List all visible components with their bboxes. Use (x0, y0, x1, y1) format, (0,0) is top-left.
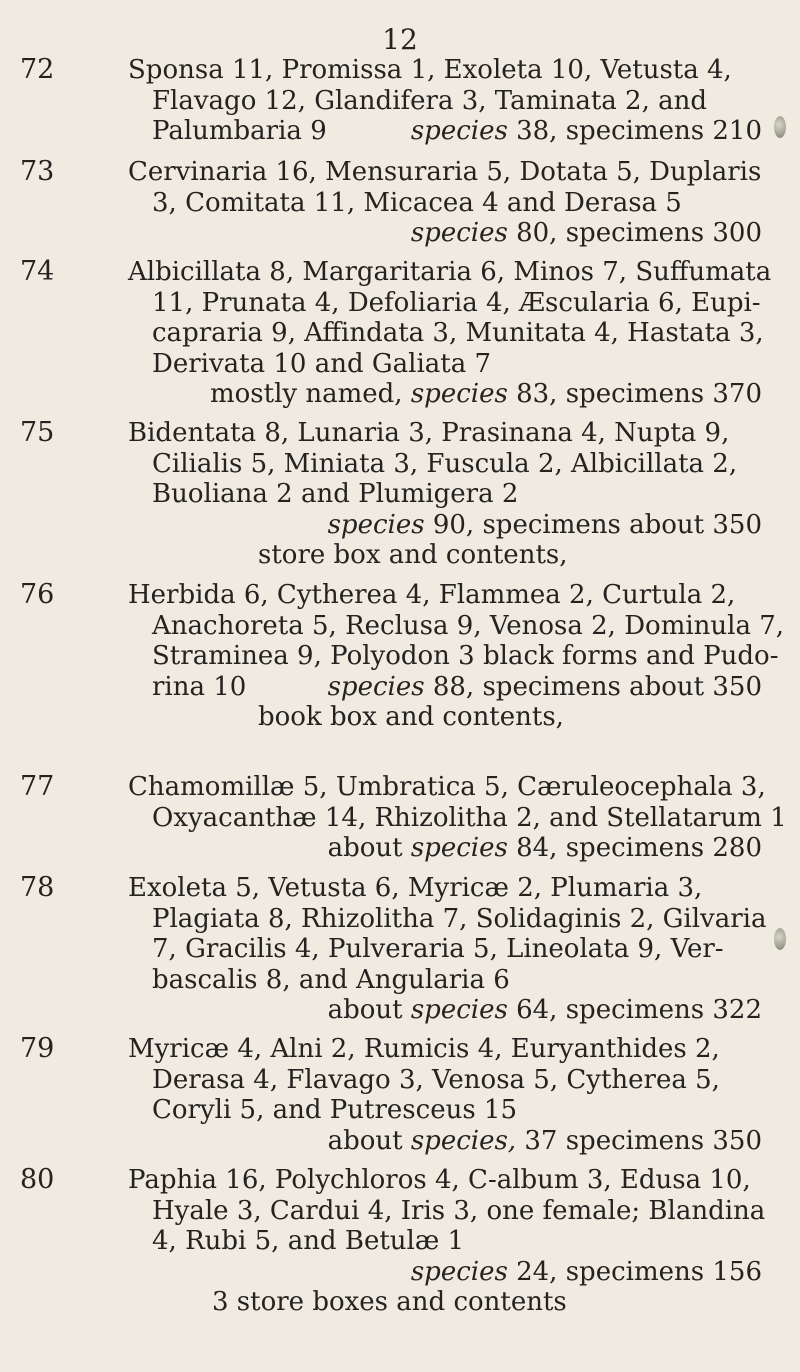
lot-line: Anachoreta 5, Reclusa 9, Venosa 2, Dominula 7, (152, 610, 785, 641)
specimens-count: 350 (712, 509, 762, 540)
species-label: species (410, 1256, 508, 1287)
summary-prefix: about (327, 995, 403, 1025)
lot-description (128, 873, 767, 1026)
binding-hole (774, 928, 786, 950)
lot-description (128, 257, 772, 410)
page-number: 12 (382, 23, 418, 56)
lot-number: 74 (20, 256, 55, 287)
specimens-count: 322 (712, 995, 762, 1025)
lot-line: Herbida 6, Cytherea 4, Flammea 2, Curtula 2, (128, 580, 736, 610)
species-count: 24 (516, 1256, 550, 1287)
lot-contents: book box and contents, (258, 702, 564, 732)
specimens-count: 300 (712, 218, 762, 248)
specimens-label: specimens (565, 1256, 705, 1287)
lot-line: Cilialis 5, Miniata 3, Fuscula 2, Albicillata 2, (152, 448, 738, 479)
species-count: 37 (524, 1125, 558, 1156)
lot-line-with-summary (128, 116, 762, 147)
binding-hole (774, 116, 786, 138)
species-count: 64 (516, 995, 550, 1025)
specimens-label: specimens about (482, 671, 705, 702)
specimens-label: specimens (565, 218, 705, 248)
lot-description (128, 1165, 766, 1318)
specimens-label: specimens (565, 833, 705, 863)
lot-line: 11, Prunata 4, Defoliaria 4, Æscularia 6, Eupi- (152, 287, 761, 318)
specimens-label: specimens (565, 116, 705, 146)
lot-line: Cervinaria 16, Mensuraria 5, Dotata 5, Duplaris (128, 157, 762, 187)
lot-summary: species 80, specimens 300 (410, 218, 762, 248)
lot-summary: mostly named, species 83, specimens 370 (210, 379, 762, 409)
lot-line-with-summary (128, 672, 762, 703)
lot-description (128, 55, 762, 147)
lot-line: Plagiata 8, Rhizolitha 7, Solidaginis 2, Gilvaria (152, 903, 767, 934)
lot-line: Derivata 10 and Galiata 7 (152, 348, 492, 379)
specimens-label: specimens about (482, 509, 705, 540)
specimens-count: 280 (712, 833, 762, 863)
specimens-count: 350 (712, 671, 762, 702)
specimens-label: specimens (565, 379, 705, 409)
summary-prefix: mostly named, (210, 379, 403, 409)
lot-line: Sponsa 11, Promissa 1, Exoleta 10, Vetusta 4, (128, 55, 732, 85)
species-label: species (410, 833, 508, 863)
lot-contents: 3 store boxes and contents (212, 1287, 567, 1317)
species-label: species (410, 116, 508, 146)
lot-summary (128, 1126, 762, 1157)
species-label: species (410, 218, 508, 248)
species-count: 38 (516, 116, 550, 146)
lot-line: Hyale 3, Cardui 4, Iris 3, one female; Blandina (152, 1195, 766, 1226)
lot-summary: species 24, specimens 156 (410, 1256, 762, 1287)
lot-number: 77 (20, 771, 55, 802)
lot-line: 4, Rubi 5, and Betulæ 1 (152, 1226, 465, 1256)
lot-line: Paphia 16, Polychloros 4, C-album 3, Edusa 10, (128, 1165, 751, 1195)
lot-summary: species 90, specimens about 350 (327, 509, 762, 540)
lot-description (128, 1034, 762, 1156)
lot-number: 79 (20, 1033, 55, 1064)
lot-description (128, 580, 785, 733)
lot-line: rina 10 (152, 671, 247, 702)
specimens-count: 210 (712, 116, 762, 146)
summary-prefix: about (327, 833, 403, 863)
lot-line: Derasa 4, Flavago 3, Venosa 5, Cytherea 5, (152, 1064, 720, 1095)
lot-line: bascalis 8, and Angularia 6 (152, 964, 510, 995)
specimens-label: specimens (565, 1125, 705, 1156)
specimens-label: specimens (565, 995, 705, 1025)
lot-line: Flavago 12, Glandifera 3, Taminata 2, and (152, 85, 708, 116)
species-count: 90 (432, 509, 466, 540)
species-label: species, (410, 1125, 517, 1156)
species-count: 80 (516, 218, 550, 248)
lot-number: 73 (20, 156, 55, 187)
lot-description (128, 772, 787, 864)
lot-line: Chamomillæ 5, Umbratica 5, Cæruleocephala 3, (128, 772, 766, 802)
species-label: species (327, 671, 425, 702)
lot-summary: species 38, specimens 210 (410, 116, 762, 146)
lot-number: 78 (20, 872, 55, 903)
specimens-count: 156 (712, 1256, 762, 1287)
lot-line: 3, Comitata 11, Micacea 4 and Derasa 5 (152, 187, 682, 218)
species-label: species (327, 509, 425, 540)
lot-line: 7, Gracilis 4, Pulveraria 5, Lineolata 9, Ver- (152, 934, 724, 964)
specimens-count: 370 (712, 379, 762, 409)
lot-number: 80 (20, 1164, 55, 1195)
lot-description (128, 418, 762, 571)
lot-summary: about species 84, specimens 280 (327, 833, 762, 863)
species-count: 83 (516, 379, 550, 409)
lot-line: Buoliana 2 and Plumigera 2 (152, 479, 519, 509)
lot-line: Myricæ 4, Alni 2, Rumicis 4, Euryanthides 2, (128, 1034, 720, 1064)
lot-line: Oxyacanthæ 14, Rhizolitha 2, and Stellatarum 1 (152, 802, 787, 833)
lot-line: Coryli 5, and Putresceus 15 (152, 1095, 518, 1125)
specimens-count: 350 (712, 1125, 762, 1156)
species-label: species (410, 995, 508, 1025)
lot-line: Bidentata 8, Lunaria 3, Prasinana 4, Nupta 9, (128, 418, 730, 448)
species-count: 84 (516, 833, 550, 863)
lot-summary: about species 64, specimens 322 (327, 995, 762, 1025)
lot-number: 72 (20, 54, 55, 85)
lot-description (128, 157, 762, 249)
lot-line: Palumbaria 9 (152, 116, 327, 146)
lot-number: 75 (20, 417, 55, 448)
species-label: species (410, 379, 508, 409)
lot-number: 76 (20, 579, 55, 610)
lot-contents: store box and contents, (258, 540, 568, 570)
lot-line: capraria 9, Affindata 3, Munitata 4, Hastata 3, (152, 318, 764, 348)
summary-prefix: about (327, 1125, 403, 1156)
lot-line: Straminea 9, Polyodon 3 black forms and Pudo- (152, 641, 779, 671)
lot-line: Albicillata 8, Margaritaria 6, Minos 7, Suffumata (128, 257, 772, 287)
lot-summary: species 88, specimens about 350 (327, 671, 762, 702)
lot-line: Exoleta 5, Vetusta 6, Myricæ 2, Plumaria 3, (128, 873, 703, 903)
species-count: 88 (432, 671, 466, 702)
